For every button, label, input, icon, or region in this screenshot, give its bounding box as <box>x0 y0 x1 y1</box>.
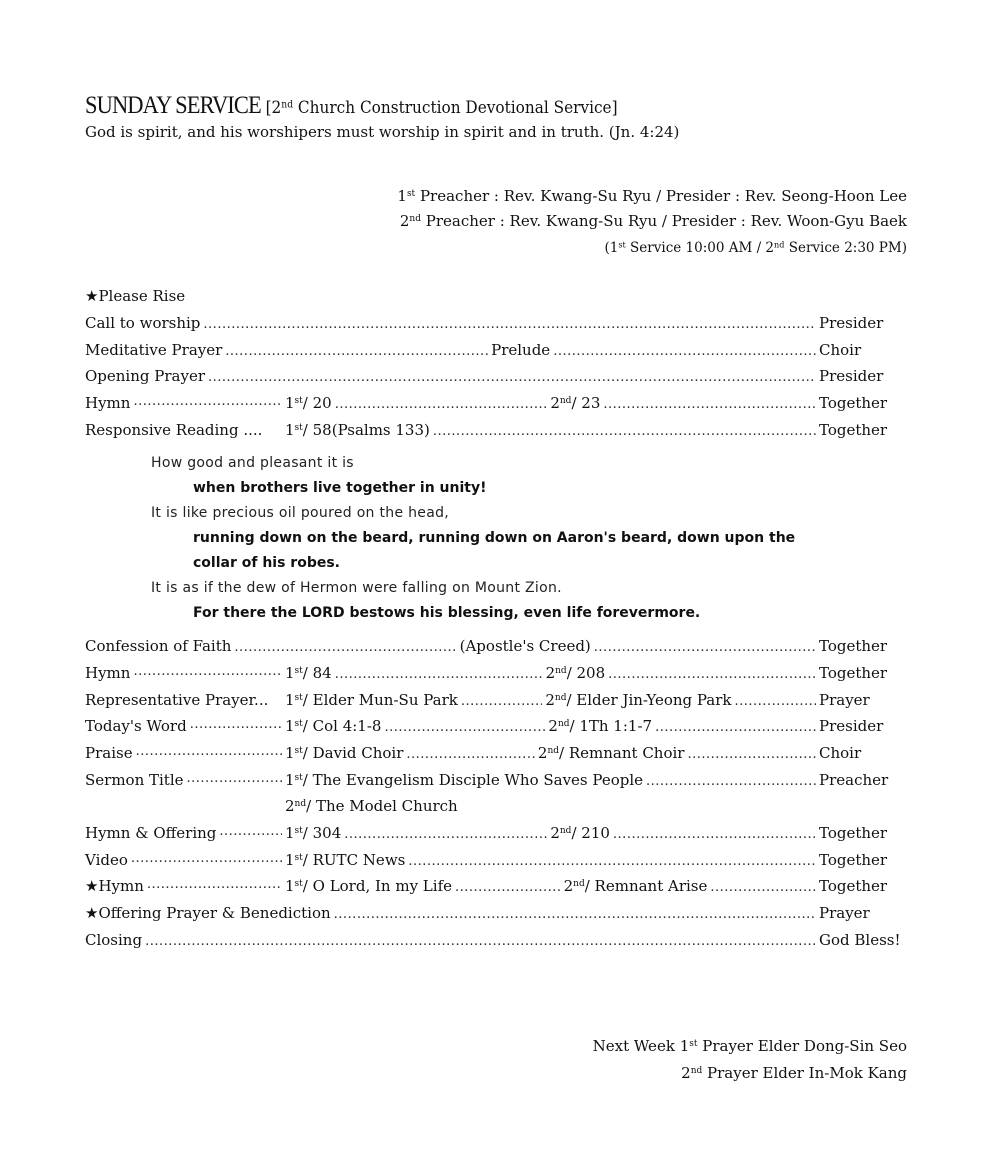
order-row-standing-hymn: ★Hymn ..... 1st/ O Lord, In my Life ..... 2nd/ Remnant Arise ..... Together <box>85 877 907 901</box>
order-row-hymn-2: Hymn ..... 1st/ 84 ..... 2nd/ 208 ..... Together <box>85 664 907 688</box>
next-week-line-2: 2nd Prayer Elder In-Mok Kang <box>681 1064 907 1082</box>
reading-line-leader: It is like precious oil poured on the head, <box>151 505 450 521</box>
reading-line-people: For there the LORD bestows his blessing, even life forevermore. <box>193 605 701 621</box>
order-row-praise: Praise ..... 1st/ David Choir ..... 2nd/ Remnant Choir ..... Choir <box>85 744 907 768</box>
order-row-call-to-worship: Call to worship ..... Presider <box>85 314 907 338</box>
reading-line-people: running down on the beard, running down on Aaron's beard, down upon the <box>193 530 796 546</box>
leader-dots <box>203 317 816 332</box>
order-row-sermon-title: Sermon Title ..... 1st/ The Evangelism Disciple Who Saves People ..... Preacher <box>85 771 907 795</box>
next-week-line-1: Next Week 1st Prayer Elder Dong-Sin Seo <box>592 1037 907 1055</box>
order-row-offering-prayer-benediction: ★Offering Prayer & Benediction ..... Prayer <box>85 904 907 928</box>
order-row-meditative-prayer: Meditative Prayer ..... Prelude ..... Choir <box>85 341 907 365</box>
order-row-confession-of-faith: Confession of Faith ..... (Apostle's Creed) ..... Together <box>85 637 907 661</box>
officiants-line-1: 1st Preacher : Rev. Kwang-Su Ryu / Presider : Rev. Seong-Hoon Lee <box>397 187 907 205</box>
order-row-todays-word: Today's Word ..... 1st/ Col 4:1-8 ..... 2nd/ 1Th 1:1-7 ..... Presider <box>85 717 907 741</box>
order-row-responsive-reading: Responsive Reading .... 1st/ 58(Psalms 133) ..... Together <box>85 421 907 445</box>
please-rise-note: ★Please Rise <box>85 287 186 305</box>
page-title <box>85 92 618 120</box>
order-row-closing: Closing ..... God Bless! <box>85 931 907 955</box>
service-times: (1st Service 10:00 AM / 2nd Service 2:30 PM) <box>604 239 907 256</box>
reading-line-leader: It is as if the dew of Hermon were falling on Mount Zion. <box>151 580 562 596</box>
reading-line-leader: How good and pleasant it is <box>151 455 354 471</box>
reading-line-people: collar of his robes. <box>193 555 340 571</box>
order-row-hymn-1: Hymn ..... 1st/ 20 ..... 2nd/ 23 ..... Together <box>85 394 907 418</box>
title-subtitle: [2nd Church Construction Devotional Service] <box>265 98 618 118</box>
order-row-video: Video ..... 1st/ RUTC News ..... Together <box>85 851 907 875</box>
order-row-hymn-offering: Hymn & Offering ..... 1st/ 304 ..... 2nd/ 210 ..... Together <box>85 824 907 848</box>
order-row-opening-prayer: Opening Prayer ..... Presider <box>85 367 907 391</box>
order-row-sermon-title-2nd: 2nd/ The Model Church <box>285 797 458 815</box>
title-main: SUNDAY SERVICE <box>85 92 261 119</box>
order-row-representative-prayer: Representative Prayer... 1st/ Elder Mun-Su Park ..... 2nd/ Elder Jin-Yeong Park ..... Prayer <box>85 691 907 715</box>
reading-line-people: when brothers live together in unity! <box>193 480 487 496</box>
scripture-verse: God is spirit, and his worshipers must worship in spirit and in truth. (Jn. 4:24) <box>85 123 680 141</box>
officiants-line-2: 2nd Preacher : Rev. Kwang-Su Ryu / Presider : Rev. Woon-Gyu Baek <box>399 212 907 230</box>
